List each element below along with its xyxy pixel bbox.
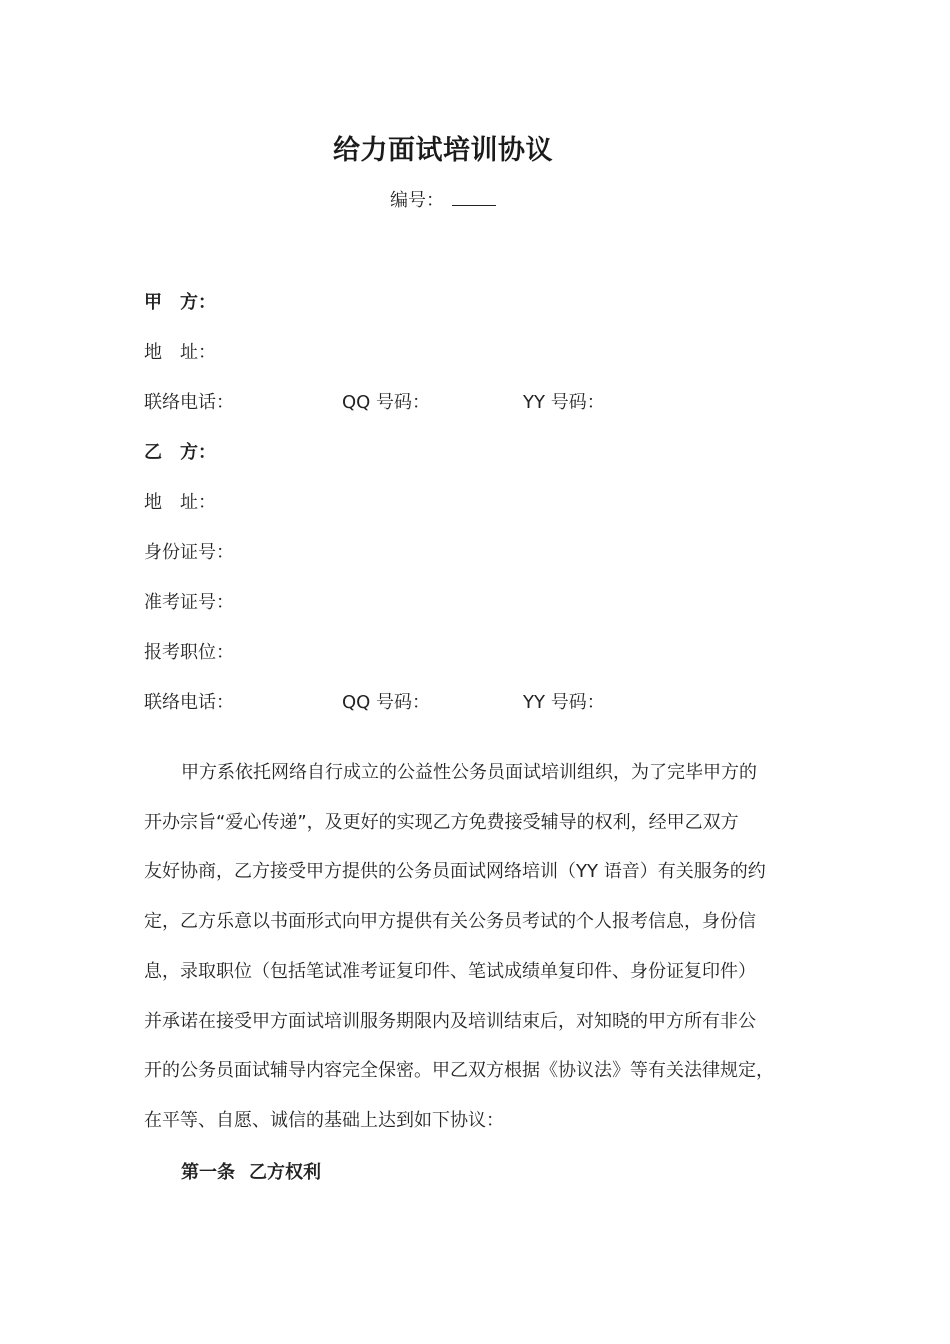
preamble-line: 友好协商，乙方接受甲方提供的公务员面试网络培训（YY 语音）有关服务的约 — [144, 861, 766, 883]
preamble-line: 在平等、自愿、诚信的基础上达到如下协议： — [144, 1109, 504, 1131]
document-title: 给力面试培训协议 — [333, 135, 553, 166]
party-b-position-label: 报考职位： — [144, 642, 234, 663]
preamble-line: 甲方系依托网络自行成立的公益性公务员面试培训组织，为了完毕甲方的 — [181, 762, 757, 783]
party-a-phone-label: 联络电话： — [144, 392, 234, 413]
preamble-line: 息，录取职位（包括笔试准考证复印件、笔试成绩单复印件、身份证复印件） — [144, 960, 756, 982]
party-a-address-label: 地 址： — [144, 342, 216, 363]
party-a-qq-label: QQ 号码： — [342, 392, 431, 413]
party-b-yy-label: YY 号码： — [523, 692, 605, 713]
document-number-blank — [452, 187, 496, 206]
party-b-address-label: 地 址： — [144, 492, 216, 513]
article-1-heading — [181, 1158, 321, 1184]
party-b-id-label: 身份证号： — [144, 542, 234, 563]
party-b-exam-ticket-label: 准考证号： — [144, 592, 234, 613]
party-b-phone-label: 联络电话： — [144, 692, 234, 713]
party-b-label: 乙 方： — [144, 442, 216, 463]
agreement-preamble — [144, 748, 820, 1146]
article-1-number: 第一条 — [181, 1162, 235, 1183]
party-b-qq-label: QQ 号码： — [342, 692, 431, 713]
preamble-line: 定，乙方乐意以书面形式向甲方提供有关公务员考试的个人报考信息，身份信 — [144, 911, 756, 933]
preamble-line: 开办宗旨“爱心传递”，及更好的实现乙方免费接受辅导的权利，经甲乙双方 — [144, 811, 739, 833]
document-number-label: 编号： — [390, 190, 444, 211]
preamble-line: 开的公务员面试辅导内容完全保密。甲乙双方根据《协议法》等有关法律规定， — [144, 1060, 774, 1082]
preamble-line: 并承诺在接受甲方面试培训服务期限内及培训结束后，对知晓的甲方所有非公 — [144, 1010, 756, 1032]
document-number-line — [0, 186, 886, 212]
party-a-yy-label: YY 号码： — [523, 392, 605, 413]
article-1-title: 乙方权利 — [249, 1162, 321, 1183]
party-a-label: 甲 方： — [144, 292, 216, 313]
